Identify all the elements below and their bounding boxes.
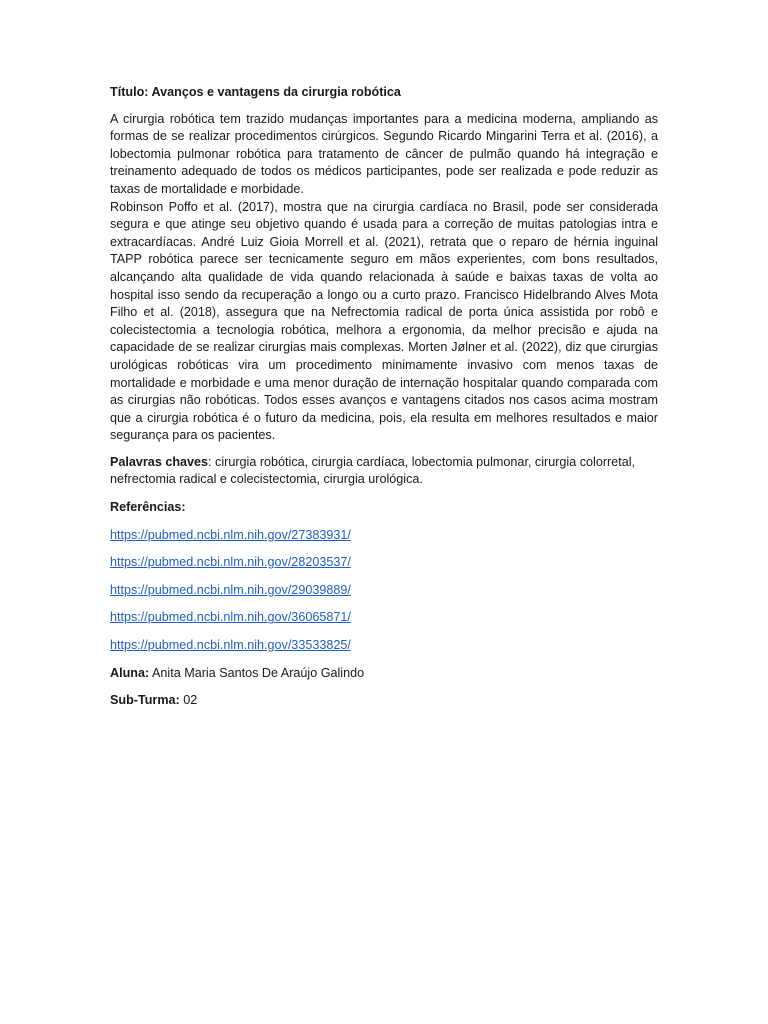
title-label: Título: xyxy=(110,85,149,99)
references-list xyxy=(110,527,658,655)
student-line xyxy=(110,665,658,683)
class-label: Sub-Turma: xyxy=(110,693,180,708)
class-value: 02 xyxy=(183,693,198,708)
title-text: Avanços e vantagens da cirurgia robótica xyxy=(151,85,401,99)
document-title xyxy=(110,84,658,102)
body-paragraph-1: A cirurgia robótica tem trazido mudanças importantes para a medicina moderna, ampliando as formas de se realizar procedimentos cirúrgicos. Segundo Ricardo Mingarini Terra et al. (2016), a lobectomia pulmonar robótica para tratamento de câncer de pulmão quando há integração e treinamento adequado de todos os médicos participantes, pode ser realizada e pode reduzir as taxas de mortalidade e morbidade. xyxy=(110,111,658,196)
keywords-label: Palavras chaves xyxy=(110,454,209,469)
reference-item xyxy=(110,609,658,627)
reference-item xyxy=(110,637,658,655)
reference-item xyxy=(110,527,658,545)
reference-link-2[interactable]: https://pubmed.ncbi.nlm.nih.gov/28203537/ xyxy=(110,555,351,570)
student-label: Aluna: xyxy=(110,665,150,680)
student-name: Anita Maria Santos De Araújo Galindo xyxy=(152,665,365,680)
reference-link-4[interactable]: https://pubmed.ncbi.nlm.nih.gov/36065871/ xyxy=(110,610,351,625)
references-heading: Referências: xyxy=(110,500,186,515)
reference-link-5[interactable]: https://pubmed.ncbi.nlm.nih.gov/33533825/ xyxy=(110,638,351,653)
keywords-text: : cirurgia robótica, cirurgia cardíaca, lobectomia pulmonar, cirurgia colorretal, nefrectomia radical e colecistectomia, cirurgia urológica. xyxy=(110,454,636,487)
class-line xyxy=(110,692,658,710)
document-page xyxy=(110,84,658,710)
reference-link-1[interactable]: https://pubmed.ncbi.nlm.nih.gov/27383931/ xyxy=(110,527,351,542)
body-paragraph-2: Robinson Poffo et al. (2017), mostra que na cirurgia cardíaca no Brasil, pode ser considerada segura e que atinge seu objetivo quando é usada para a correção de muitas patologias intra e extracardíacas. André Luiz Gioia Morrell et al. (2021), retrata que o reparo de hérnia inguinal TAPP robótica parece ser tecnicamente seguro em mãos experientes, com bons resultados, alcançando alta qualidade de vida quando relacionada à saúde e baixas taxas de volta ao hospital isso sendo da recuperação a longo ou a curto prazo. Francisco Hidelbrando Alves Mota Filho et al. (2018), assegura que na Nefrectomia radical de porta única assistida por robô e colecistectomia a tecnologia robótica, melhora a ergonomia, da melhor precisão e ajuda na capacidade de se realizar cirurgias mais complexas. Morten Jølner et al. (2022), diz que cirurgias urológicas robóticas vira um procedimento minimamente invasivo com menos taxas de mortalidade e morbidade e uma menor duração de internação hospitalar quando comparada com as cirurgias não robóticas. Todos esses avanços e vantagens citados nos casos acima mostram que a cirurgia robótica é o futuro da medicina, pois, ela resulta em melhores resultados e maior segurança para os pacientes. xyxy=(110,199,658,443)
reference-link-3[interactable]: https://pubmed.ncbi.nlm.nih.gov/29039889/ xyxy=(110,582,351,597)
reference-item xyxy=(110,582,658,600)
keywords-line xyxy=(110,454,658,489)
reference-item xyxy=(110,554,658,572)
